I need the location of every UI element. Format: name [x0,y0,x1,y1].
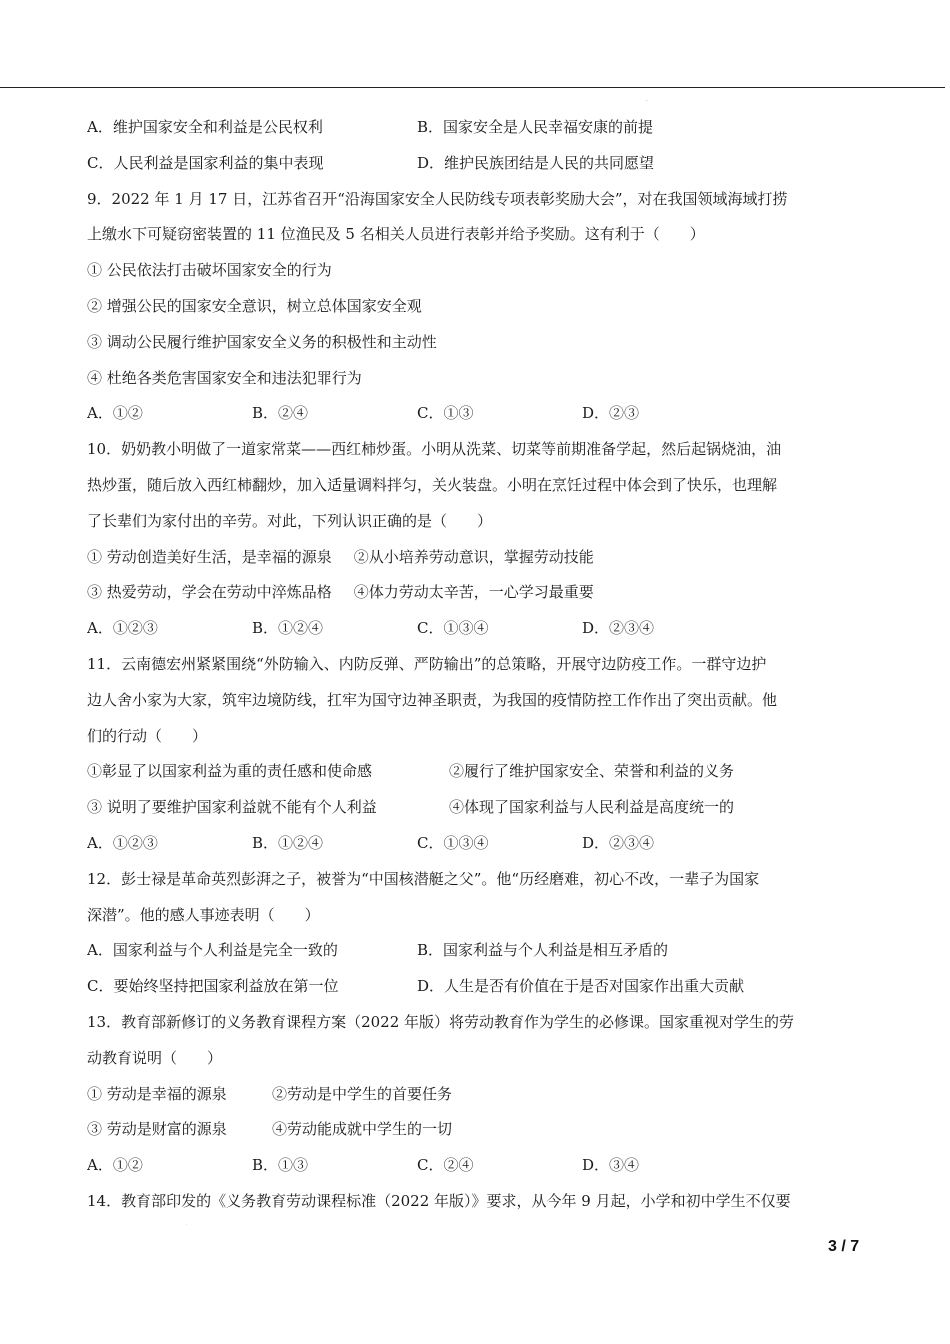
question-list [87,110,862,1220]
q8-option-a: A．维护国家安全和利益是公民权利 [87,118,323,136]
q13-item-2: ②劳动是中学生的首要任务 [272,1084,453,1103]
q10-item-3: ③ 热爱劳动，学会在劳动中淬炼品格 [87,583,332,602]
q11-item-2: ②履行了维护国家安全、荣誉和利益的义务 [449,762,735,781]
q11-options [87,826,862,862]
q10-stem-line-3: 了长辈们为家付出的辛劳。对此，下列认识正确的是（ ） [87,511,493,530]
q12-option-c: C．要始终坚持把国家利益放在第一位 [87,977,339,996]
q13-option-b: B．①③ [252,1156,309,1175]
q11-option-c: C．①③④ [417,833,489,852]
q11-item-3: ③ 说明了要维护国家利益就不能有个人利益 [87,798,377,817]
q8-options-row-2 [87,146,862,182]
q10-item-1: ① 劳动创造美好生活，是幸福的源泉 [87,547,332,566]
q11-items-row-2 [87,790,862,826]
q12-option-d: D．人生是否有价值在于是否对国家作出重大贡献 [417,977,745,996]
q10-option-c: C．①③④ [417,619,489,638]
q9-item-1: ① 公民依法打击破坏国家安全的行为 [87,261,332,280]
q13-stem-line-1: 13．教育部新修订的义务教育课程方案（2022 年版）将劳动教育作为学生的必修课。国家重视对学生的劳 [87,1012,795,1031]
q13-items-row-2 [87,1112,862,1148]
q13-item-4: ④劳动能成就中学生的一切 [272,1120,453,1139]
q10-option-d: D．②③④ [582,619,655,638]
q9-options [87,396,862,432]
q9-stem-line-1: 9．2022 年 1 月 17 日，江苏省召开“沿海国家安全人民防线专项表彰奖励大会”，对在我国领域海域打捞 [87,189,788,208]
q13-option-a: A．①② [87,1156,143,1175]
q11-stem-line-3: 们的行动（ ） [87,726,208,745]
q13-items-row-1 [87,1077,862,1113]
q10-stem-line-1: 10．奶奶教小明做了一道家常菜——西红柿炒蛋。小明从洗菜、切菜等前期准备学起，然后起锅烧油，油 [87,440,782,459]
q10-options [87,611,862,647]
q13-option-c: C．②④ [417,1156,474,1175]
q13-item-1: ① 劳动是幸福的源泉 [87,1084,227,1103]
header-rule [0,87,945,88]
page-number: 3 / 7 [828,1238,860,1255]
q12-option-a: A．国家利益与个人利益是完全一致的 [87,941,338,960]
q13-options [87,1148,862,1184]
q11-stem-line-2: 边人舍小家为大家，筑牢边境防线，扛牢为国守边神圣职责，为我国的疫情防控工作作出了突出贡献。他 [87,690,778,709]
q10-option-a: A．①②③ [87,619,158,638]
q9-option-b: B．②④ [252,404,309,423]
q9-option-d: D．②③ [582,404,640,423]
q9-item-3: ③ 调动公民履行维护国家安全义务的积极性和主动性 [87,332,437,351]
q10-option-b: B．①②④ [252,619,324,638]
q13-option-d: D．③④ [582,1156,640,1175]
q8-option-d: D．维护民族团结是人民的共同愿望 [417,153,655,172]
q10-items-row-1 [87,540,862,576]
q11-item-4: ④体现了国家利益与人民利益是高度统一的 [449,798,735,817]
q11-item-1: ①彰显了以国家利益为重的责任感和使命感 [87,762,373,781]
q12-stem-line-2: 深潜”。他的感人事迹表明（ ） [87,905,320,924]
q10-item-4: ④体力劳动太辛苦，一心学习最重要 [353,583,594,602]
q13-stem-line-2: 动教育说明（ ） [87,1048,223,1067]
q14-stem-line-1: 14．教育部印发的《义务教育劳动课程标准（2022 年版）》要求，从今年 9 月起，小学和初中学生不仅要 [87,1191,791,1210]
q12-stem-line-1: 12．彭士禄是革命英烈彭湃之子，被誉为“中国核潜艇之父”。他“历经磨难，初心不改，一辈子为国家 [87,869,760,888]
q13-item-3: ③ 劳动是财富的源泉 [87,1120,227,1139]
q11-option-a: A．①②③ [87,833,158,852]
footer-mark: · [186,1222,188,1228]
q10-items-row-2 [87,575,862,611]
q8-options-row-1 [87,110,862,146]
header-mark: · [646,98,648,105]
q12-option-b: B．国家利益与个人利益是相互矛盾的 [417,941,669,960]
q11-stem-line-1: 11．云南德宏州紧紧围绕“外防输入、内防反弹、严防输出”的总策略，开展守边防疫工作。一群守边护 [87,654,767,673]
q10-item-2: ②从小培养劳动意识，掌握劳动技能 [353,547,594,566]
q11-option-d: D．②③④ [582,833,655,852]
q10-stem-line-2: 热炒蛋，随后放入西红柿翻炒，加入适量调料拌匀，关火装盘。小明在烹饪过程中体会到了快乐，也理解 [87,475,778,494]
q9-item-2: ② 增强公民的国家安全意识，树立总体国家安全观 [87,296,422,315]
q11-option-b: B．①②④ [252,833,324,852]
q9-stem-line-2: 上缴水下可疑窃密装置的 11 位渔民及 5 名相关人员进行表彰并给予奖励。这有利于（ ） [87,225,705,244]
q12-options-row-1 [87,933,862,969]
q9-option-a: A．①② [87,404,143,423]
q9-option-c: C．①③ [417,404,474,423]
q8-option-c: C．人民利益是国家利益的集中表现 [87,153,324,172]
q12-options-row-2 [87,969,862,1005]
q11-items-row-1 [87,754,862,790]
q8-option-b: B．国家安全是人民幸福安康的前提 [417,118,654,136]
q9-item-4: ④ 杜绝各类危害国家安全和违法犯罪行为 [87,368,362,387]
